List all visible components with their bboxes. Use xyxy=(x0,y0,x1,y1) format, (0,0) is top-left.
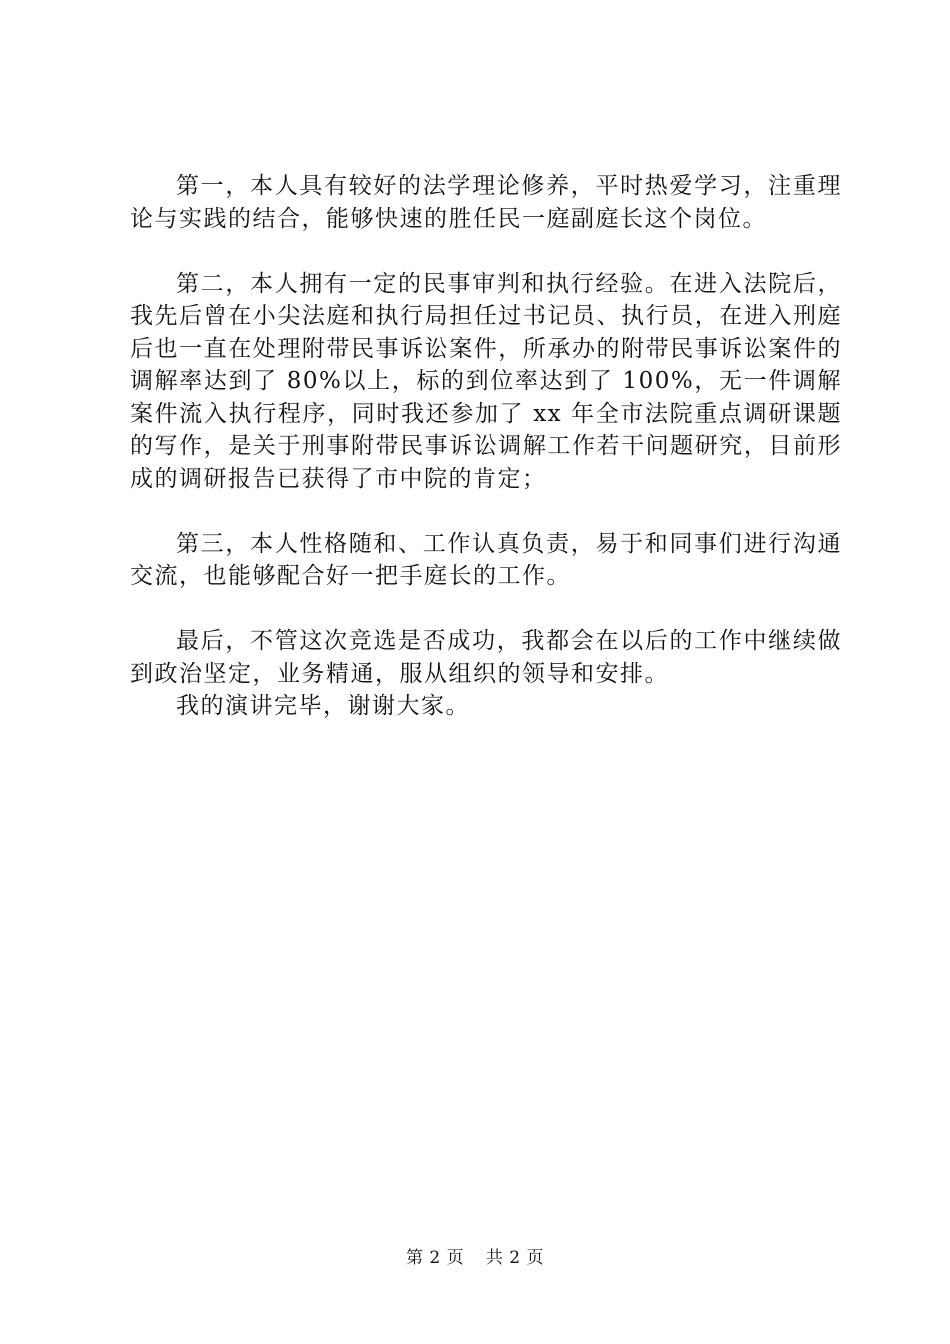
page-total: 共 2 页 xyxy=(485,1248,545,1268)
paragraph-5: 我的演讲完毕，谢谢大家。 xyxy=(176,693,470,719)
document-body xyxy=(130,170,842,723)
page-number: 第 2 页 xyxy=(405,1248,465,1268)
paragraph-4: 最后，不管这次竞选是否成功，我都会在以后的工作中继续做到政治坚定，业务精通，服从组织的领导和安排。 xyxy=(130,628,842,687)
paragraph-1: 第一，本人具有较好的法学理论修养，平时热爱学习，注重理论与实践的结合，能够快速的胜任民一庭副庭长这个岗位。 xyxy=(130,173,842,232)
paragraph-2: 第二，本人拥有一定的民事审判和执行经验。在进入法院后，我先后曾在小尖法庭和执行局担任过书记员、执行员，在进入刑庭后也一直在处理附带民事诉讼案件，所承办的附带民事诉讼案件的调解率达到了 80%以上，标的到位率达到了 100%，无一件调解案件流入执行程序，同时我还参加了 xx 年全市法院重点调研课题的写作，是关于刑事附带民事诉讼调解工作若干问题研究，目前形成的调研报告已获得了市中院的肯定； xyxy=(130,270,842,492)
page-footer xyxy=(0,1243,950,1268)
paragraph-3: 第三，本人性格随和、工作认真负责，易于和同事们进行沟通交流，也能够配合好一把手庭长的工作。 xyxy=(130,530,842,589)
